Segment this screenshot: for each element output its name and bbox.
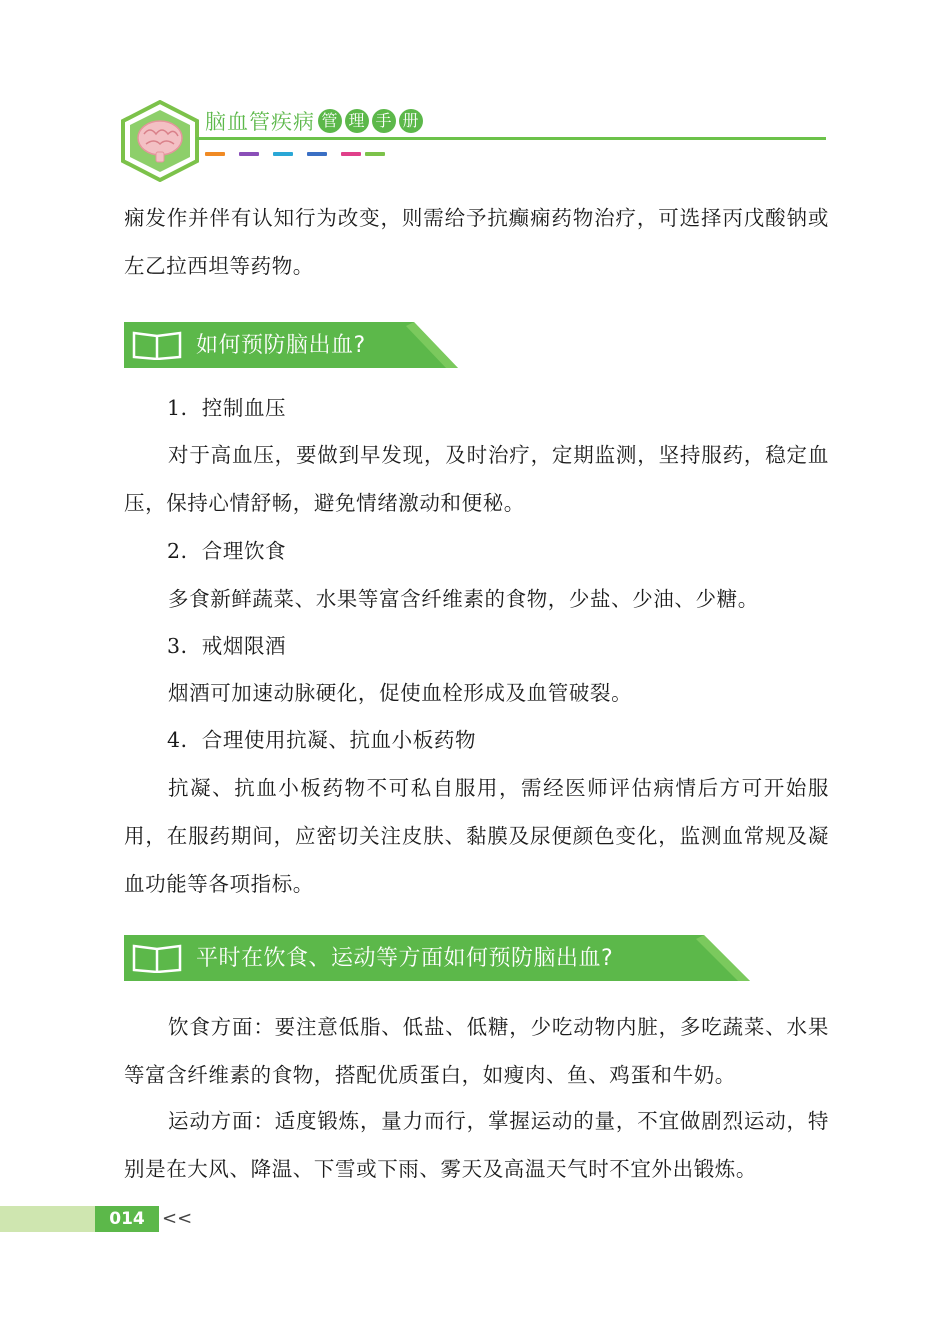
- item-4-body: 抗凝、抗血小板药物不可私自服用，需经医师评估病情后方可开始服用，在服药期间，应密切关注皮肤、黏膜及尿便颜色变化，监测血常规及凝血功能等各项指标。: [124, 776, 829, 896]
- book-title: [205, 106, 423, 136]
- item-3-body: 烟酒可加速动脉硬化，促使血栓形成及血管破裂。: [168, 681, 633, 705]
- dash: [273, 152, 293, 156]
- dash: [341, 152, 361, 156]
- open-book-icon: [132, 330, 182, 360]
- open-book-icon: [132, 943, 182, 973]
- book-title-char-1: 管: [318, 109, 342, 133]
- book-title-char-4: 册: [399, 109, 423, 133]
- exercise-paragraph: 运动方面：适度锻炼，量力而行，掌握运动的量，不宜做剧烈运动，特别是在大风、降温、下雪或下雨、雾天及高温天气时不宜外出锻炼。: [124, 1109, 829, 1181]
- dash: [239, 152, 259, 156]
- item-3-heading: 3．戒烟限酒: [167, 634, 287, 658]
- page-number: 014: [95, 1206, 159, 1232]
- section-2-title: 平时在饮食、运动等方面如何预防脑出血?: [196, 946, 614, 971]
- header-rule: [196, 137, 826, 140]
- item-2-body: 多食新鲜蔬菜、水果等富含纤维素的食物，少盐、少油、少糖。: [168, 587, 759, 611]
- item-2-heading: 2．合理饮食: [167, 539, 287, 563]
- section-banner-2: [124, 935, 754, 981]
- dash: [365, 152, 385, 156]
- book-title-plain: 脑血管疾病: [205, 110, 315, 134]
- brain-logo-icon: [120, 100, 200, 182]
- diet-paragraph: 饮食方面：要注意低脂、低盐、低糖，少吃动物内脏，多吃蔬菜、水果等富含纤维素的食物，搭配优质蛋白，如瘦肉、鱼、鸡蛋和牛奶。: [124, 1015, 829, 1087]
- footer-bar: [0, 1206, 95, 1232]
- dash: [205, 152, 225, 156]
- intro-paragraph: 痫发作并伴有认知行为改变，则需给予抗癫痫药物治疗，可选择丙戊酸钠或左乙拉西坦等药物。: [124, 206, 829, 278]
- book-title-char-2: 理: [345, 109, 369, 133]
- section-1-title: 如何预防脑出血?: [196, 333, 366, 358]
- item-1-body: 对于高血压，要做到早发现，及时治疗，定期监测，坚持服药，稳定血压，保持心情舒畅，避免情绪激动和便秘。: [124, 443, 829, 515]
- dash: [307, 152, 327, 156]
- page-arrows: <<: [162, 1208, 193, 1229]
- item-4-heading: 4．合理使用抗凝、抗血小板药物: [167, 728, 477, 752]
- book-title-char-3: 手: [372, 109, 396, 133]
- item-1-heading: 1．控制血压: [167, 396, 287, 420]
- section-banner-1: [124, 322, 464, 368]
